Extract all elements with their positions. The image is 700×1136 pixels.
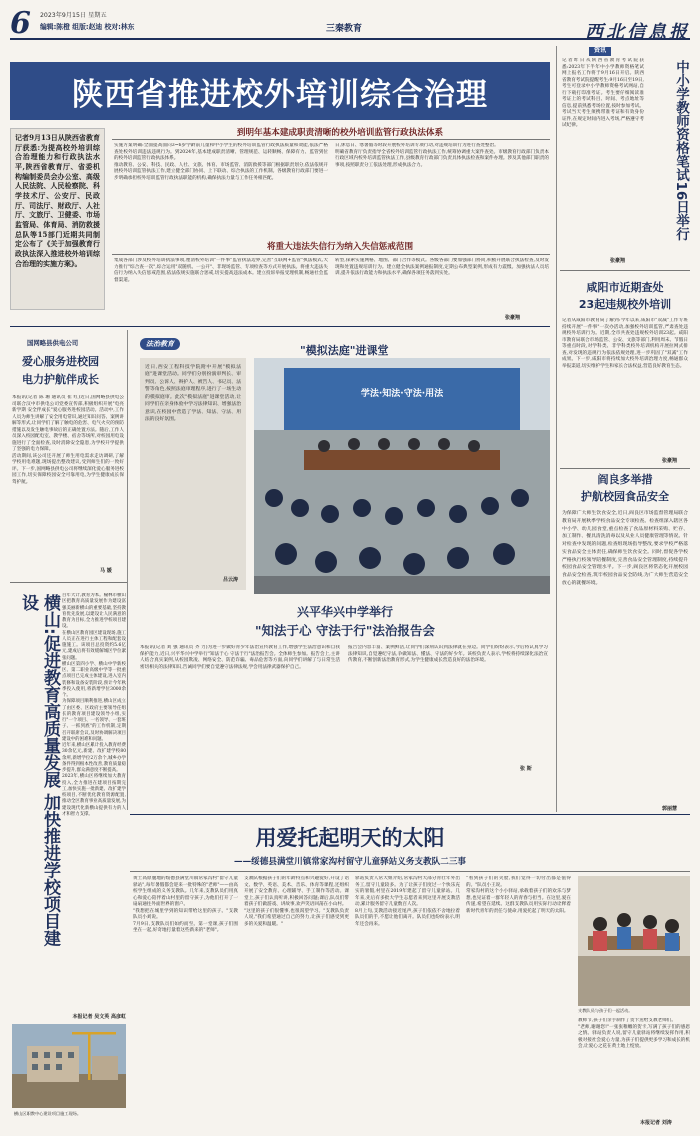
page-number: 6 bbox=[10, 6, 31, 41]
bottom-headline: 用爱托起明天的太阳 bbox=[255, 825, 445, 850]
article1-subhead-2: 将重大违法失信行为纳入失信惩戒范围 bbox=[266, 242, 414, 252]
power-author: 马 媛 bbox=[100, 568, 112, 574]
xingping-text-right: 报告会内容丰富、案例鲜活,让同学们深刻认识到法律就在身边。同学们纷纷表示,今后将认真学习法律知识,自觉遵纪守法,争做知法、懂法、守法的好少年。该校负责人表示,学校将持续深化法治宣传教育,不断创新法治教育形式,为学生健康成长营造良好的法治环境。 bbox=[348, 645, 548, 664]
article1-author: 张豪翔 bbox=[505, 315, 521, 321]
bottom-right-text: 教师节,孩子们亲手制作了贺卡送给支教老师们。 "老师,谢谢您!"一张张稚嫩的贺卡,写满了孩子们的感恩之情。驿站负责人说,留守儿童驿站将继续发挥作用,积极对接社会爱心力量,为孩子们提供更多学习和成长的机会,让爱心之花在黄土地上绽放。 bbox=[578, 1018, 690, 1050]
feature-caption-box bbox=[140, 358, 246, 590]
feature-photo-screen-text: 学法·知法·守法·用法 bbox=[360, 389, 444, 399]
lead-text: 记者9月13日从陕西省教育厅获悉:为提高校外培训综合治理能力和行政执法水平,陕西省教育厅、省委机构编制委员会办公室、高级人民法院、人民检察院、科学技术厅、公安厅、民政厅、司法厅、财政厅、人社厅、文旅厅、卫健委、市场监管局、体育局、消防救援总队等15部门近期共同制定公布了《关于加强教育行政执法深入推进校外培训综合治理的实施方案》。 bbox=[15, 133, 100, 268]
lead-box bbox=[10, 128, 105, 310]
feature-courtroom-photo bbox=[254, 358, 550, 594]
banner-title: 陕西省推进校外培训综合治理 bbox=[72, 77, 488, 113]
power-header-label: 国网略县供电公司 bbox=[27, 339, 79, 347]
bottom-col2: 支教队根据孩子们的年龄特点和兴趣爱好,开设了语文、数学、英语、美术、音乐、体育等课程,还组织开展了安全教育、心理辅导、手工制作等活动。课堂上,孩子们认真听讲,积极回答问题;课后,队员们带着孩子们做游戏、讲故事,欢声笑语回荡在小山村。 "这里的孩子们很懂事,也很渴望学习。"支教队负责人说,"我们希望通过自己的努力,让孩子们感受到更多的关爱和温暖。" bbox=[244, 876, 349, 927]
xianyang-author: 张豪翔 bbox=[662, 458, 678, 464]
article1-col1: 实施方案明确:全面提高面向3~6岁学龄前儿童和中小学生的校外培训监管行政执法质量和效能,依法严格查处校外培训违法违规行为。到2024年,基本建成职责清晰、管理规范、运转顺畅、保障有力、监管到位的校外培训监管行政执法体系。 推动教育、公安、科技、民政、人社、文旅、体育、市场监管、消防救援等部门根据职责划分,依法依规开展校外培训监管执法工作,建立健全部门协同、上下联动、综合执法的工作机制。各级教育行政部门要进一步明确承担校外培训监管行政执法职能的机构,确保执法力量与工作任务相匹配。 bbox=[114, 143, 328, 181]
power-title-2: 电力护航伴成长 bbox=[22, 373, 99, 386]
brief-author: 张豪翔 bbox=[610, 258, 626, 264]
feature-caption-text: 近日,西安工程科技学院附中开展"模拟法庭"进课堂活动。同学们分别扮演审判长、审判员、公诉人、辩护人、被告人、书记员、法警等角色,按照法庭审理程序,进行了一场生动的模拟庭审。此次"模拟法庭"进课堂活动,让同学们在亲身体验中学习法律知识、增强法治意识,在校园中营造了学法、知法、守法、用法的良好氛围。 bbox=[145, 365, 241, 422]
bottom-photo-caption: 支教队员与孩子们一起活动。 bbox=[578, 1008, 633, 1013]
brief-text: 记者昨日从陕西省教育考试院获悉:2023年下半年中小学教师资格笔试网上报名工作将于9月16日开启。陕西省教育考试院提醒考生:9月16日至19日,考生可登录中小学教师资格考试网站,自行下载打印准考证。考生要仔细阅读准考证上的考试科目、时间、考点地址等信息,提前熟悉考场位置,按时参加考试。考试当天考生须携带准考证和有效身份证件,在规定时间内进入考场,严格遵守考试纪律。 bbox=[562, 58, 644, 129]
bottom-children-photo bbox=[578, 876, 690, 1006]
brief-vertical-title: 中小学教师资格笔试16日举行 bbox=[673, 60, 689, 241]
hengshan-author: 本报记者 吴文英 高彦虹 bbox=[72, 1014, 126, 1020]
feature-logo: 法治教育 bbox=[140, 338, 180, 350]
feature-caption-author: 吕云涛 bbox=[222, 576, 238, 583]
bottom-col4: "看到孩子们的笑脸,我们觉得一切付出都是值得的。"队员小王说。 常家沟村的这个小小驿站,承载着孩子们的欢乐与梦想,也见证着一群年轻人的青春与担当。在这里,爱在传递,希望在延续。这群支教队员用实际行动诠释着新时代青年的责任与使命,用爱托起了明天的太阳。 bbox=[466, 876, 571, 914]
power-text: 本报讯(记者 陈 珊 通讯员 崔 红)近日,国网略县供电公司联合汉中市供电公司党委宣传部,积极组织开展"电亮新学期 安全伴成长"爱心服务进校园活动。活动中,工作人员为师生讲解了安全用电常识,通过知识问答、案例讲解等形式,让同学们了解了触电的危害、电气火灾的预防措施以及发生触电事故后的正确处置方法。随后,工作人员深入校园配电室、教学楼、宿舍等场所,对校园用电设施进行了全面检查,及时消除安全隐患,为学校开学提供了坚强的电力保障。 活动期间,该公司还开展了师生用电需求走访调研,了解学校用电难题,现场提出整改建议,受到师生们的一致好评。下一步,国网略县供电公司将继续深化爱心服务进校园工作,切实保障校园安全可靠用电,为学生健康成长保驾护航。 bbox=[12, 395, 124, 485]
hengshan-photo-caption: 横山区职教中心建设项目施工现场。 bbox=[14, 1111, 82, 1116]
bottom-author: 本报记者 刘涛 bbox=[640, 1120, 672, 1126]
feature-photo-title: "模拟法庭"进课堂 bbox=[300, 344, 389, 357]
brand-logo: 西北信息报 bbox=[585, 22, 690, 43]
editor-line: 编辑:陈橙 组版:赵迪 校对:林东 bbox=[40, 23, 135, 31]
xingping-title-1: 兴平华兴中学举行 bbox=[296, 605, 393, 619]
bottom-col1: 黄土高原腹地的绥德县满堂川镇常家沟村"留守儿童驿站",每年暑假都会迎来一批特殊的"老师"——由高校学生组成的义务支教队。几年来,支教队员们用真心和爱心陪伴着山村里的留守孩子,为他们打开了一扇扇通往外面世界的窗户。 "我想把在城里学到的知识带给这里的孩子。"支教队员小刘说。 7月9日,支教队员们如约而至。第一堂课,孩子们围坐在一起,好奇地打量着这些新来的"老师"。 bbox=[133, 876, 238, 934]
date-line: 2023年9月15日 星期五 bbox=[40, 12, 107, 19]
xianyang-title-2: 23起违规校外培训 bbox=[578, 298, 672, 311]
xingping-text-left: 本报讯(记者 刘 强 通讯员 齐 力)为进一步做好青少年法治宣传教育工作,增强学生法治意识和自我保护能力,近日,兴平华兴中学举行"知法于心 守法于行"法治报告会。全体师生参加。报告会上,主讲人结合真实案例,从校园欺凌、网络安全、防范诈骗、毒品危害等方面,向同学们讲解了与日常生活密切相关的法律知识,告诫同学们要自觉遵守法律法规,学会用法律武器保护自己。 bbox=[140, 645, 340, 670]
xingping-author: 张 斯 bbox=[520, 766, 532, 772]
xianyang-title-1: 咸阳市近期查处 bbox=[586, 281, 664, 294]
article1-col3: 集成各部门涉及校外培训执法事项,厘清校外培训"一件事"监管执法边界,完善"互联网+监管"执法模式,大力推行"综合查一次",综合运用"双随机、一公开"、非现场监管、专项检查等方式开展执法。将重大违法失信行为纳入失信惩戒范围,依法依规实施联合惩戒,切实提高违法成本。建立投诉举报受理机制,畅通社会监督渠道。 bbox=[114, 258, 328, 283]
brief-label: 资讯 bbox=[589, 47, 611, 56]
banner bbox=[10, 62, 550, 120]
hengshan-vertical-title: 横山:促进教育高质量发展 加快推进学校项目建设 bbox=[18, 594, 60, 947]
power-title-1: 爱心服务进校园 bbox=[22, 355, 99, 368]
bottom-subline: ——绥德县满堂川镇常家沟村留守儿童驿站义务支教队二三事 bbox=[233, 857, 467, 867]
article1-subhead-1: 到明年基本建成职责清晰的校外培训监管行政执法体系 bbox=[236, 128, 444, 138]
yanliang-title-2: 护航校园食品安全 bbox=[581, 490, 669, 503]
bottom-col3: 驿站负责人常大姐介绍,常家沟村大部分青壮年外出务工,留守儿童较多。为了让孩子们度过一个快乐充实的暑假,村里在2019年建起了留守儿童驿站。几年来,先后有多批大学生志愿者来到这里开展支教活动,累计服务留守儿童数百人次。 8月上旬,支教活动接近尾声,孩子们依依不舍地拉着队员们的手,不愿让他们离开。队员们也纷纷表示,明年还会再来。 bbox=[355, 876, 460, 927]
yanliang-title-1: 阎良多举措 bbox=[597, 473, 653, 486]
hengshan-text: 百年大计,教育为本。榆林市横山区把教育高质量发展作为建设富强美丽新横山的重要基础,坚持教育优先发展,以建设让人民满意的教育为目标,全力推进学校项目建设。 在横山区教育园区建设现场,施工人员正在进行主体工程和配套设施施工。该项目总投资约5.6亿元,建成后将有效缓解城区学位紧张问题。 横山区第四小学、横山中学新校区、第二职业高级中学等一批重点项目已完成主体建设,进入室内装修和设备安装阶段,预计今年秋季投入使用,将新增学位3000余个。 为保障项目顺利推进,横山区成立了由区委、区政府主要领导任组长的教育项目建设领导小组,实行"一个项目、一名领导、一套班子、一抓到底"的工作机制,定期召开联席会议,及时协调解决项目建设中的困难和问题。 近年来,横山区累计投入教育经费30余亿元,新建、改扩建学校80余所,新增学位2万余个,城乡办学条件得到根本性改善,教育质量稳步提升,群众满意度不断提高。 2023年,横山区将继续加大教育投入,全力推进在建项目按期完工,加快实施一批新建、改扩建学校项目,不断优化教育资源配置,推动全区教育事业高质量发展,为建设现代化新横山提供有力的人才和智力支撑。 bbox=[62, 593, 126, 817]
yanliang-author: 郭丽慧 bbox=[662, 806, 678, 812]
article1-col4: 转型,探索实施网格、地图、部门合作等模式。各级各部门要加强部门协同,积极开展联合执法检查,及时发现和处置违规培训行为。建立健全执法案例通报制度,定期公布典型案例,形成有力震慑。加强执法人员培训,提升依法行政能力和执法水平,确保各项任务落到实处。 bbox=[335, 258, 549, 277]
xianyang-text: 记者从咸阳市教育局了解到:今年以来,咸阳市"双减"工作专班持续开展"一件事"一次办活动,加强校外培训监管,严肃查处违规校外培训行为。近期,全市共查处违规校外培训23起。咸阳市教育局联合市场监管、公安、文旅等部门,利用周末、节假日等重点时段,对学科类、非学科类校外培训机构开展拉网式排查,对发现的违规行为依法依规处理,进一步巩固了"双减"工作成果。下一步,咸阳市将持续加大校外培训治理力度,畅通群众举报渠道,切实维护学生和家长合法权益,营造良好教育生态。 bbox=[562, 318, 688, 369]
article1-col2: 日,休息日、寒暑假等时段开展校外培训专项行动,对违规培训行为进行查处整治。 明确省教育厅负责指导全省校外培训监管行政执法工作,统筹协调重大案件查处。市级教育行政部门负责本行政区域内校外培训监管执法工作,县级教育行政部门负责具体执法检查和案件办理。涉及其他部门职责的事项,按照职责分工依法处理,形成执法合力。 bbox=[335, 143, 549, 168]
section-name: 三秦教育 bbox=[326, 24, 363, 34]
hengshan-construction-photo bbox=[12, 1024, 126, 1108]
xingping-title-2: "知法于心 守法于行"法治报告会 bbox=[255, 623, 435, 638]
yanliang-text: 为保障广大师生饮食安全,近日,阎良区市场监督管理局联合教育局开展秋季学校食品安全专项检查。检查组深入辖区各中小学、幼儿园食堂,重点检查了食品原材料采购、贮存、加工制作、餐具清洗消毒以及从业人员健康管理等情况。针对检查中发现的问题,检查组现场指导整改,要求学校严格落实食品安全主体责任,确保师生饮食安全。同时,督促各学校严格执行校领导陪餐制度,完善食品安全管理制度,持续提升校园食品安全管理水平。下一步,阎良区将常态化开展校园食品安全检查,筑牢校园食品安全防线,为广大师生营造安全放心的就餐环境。 bbox=[562, 511, 688, 586]
